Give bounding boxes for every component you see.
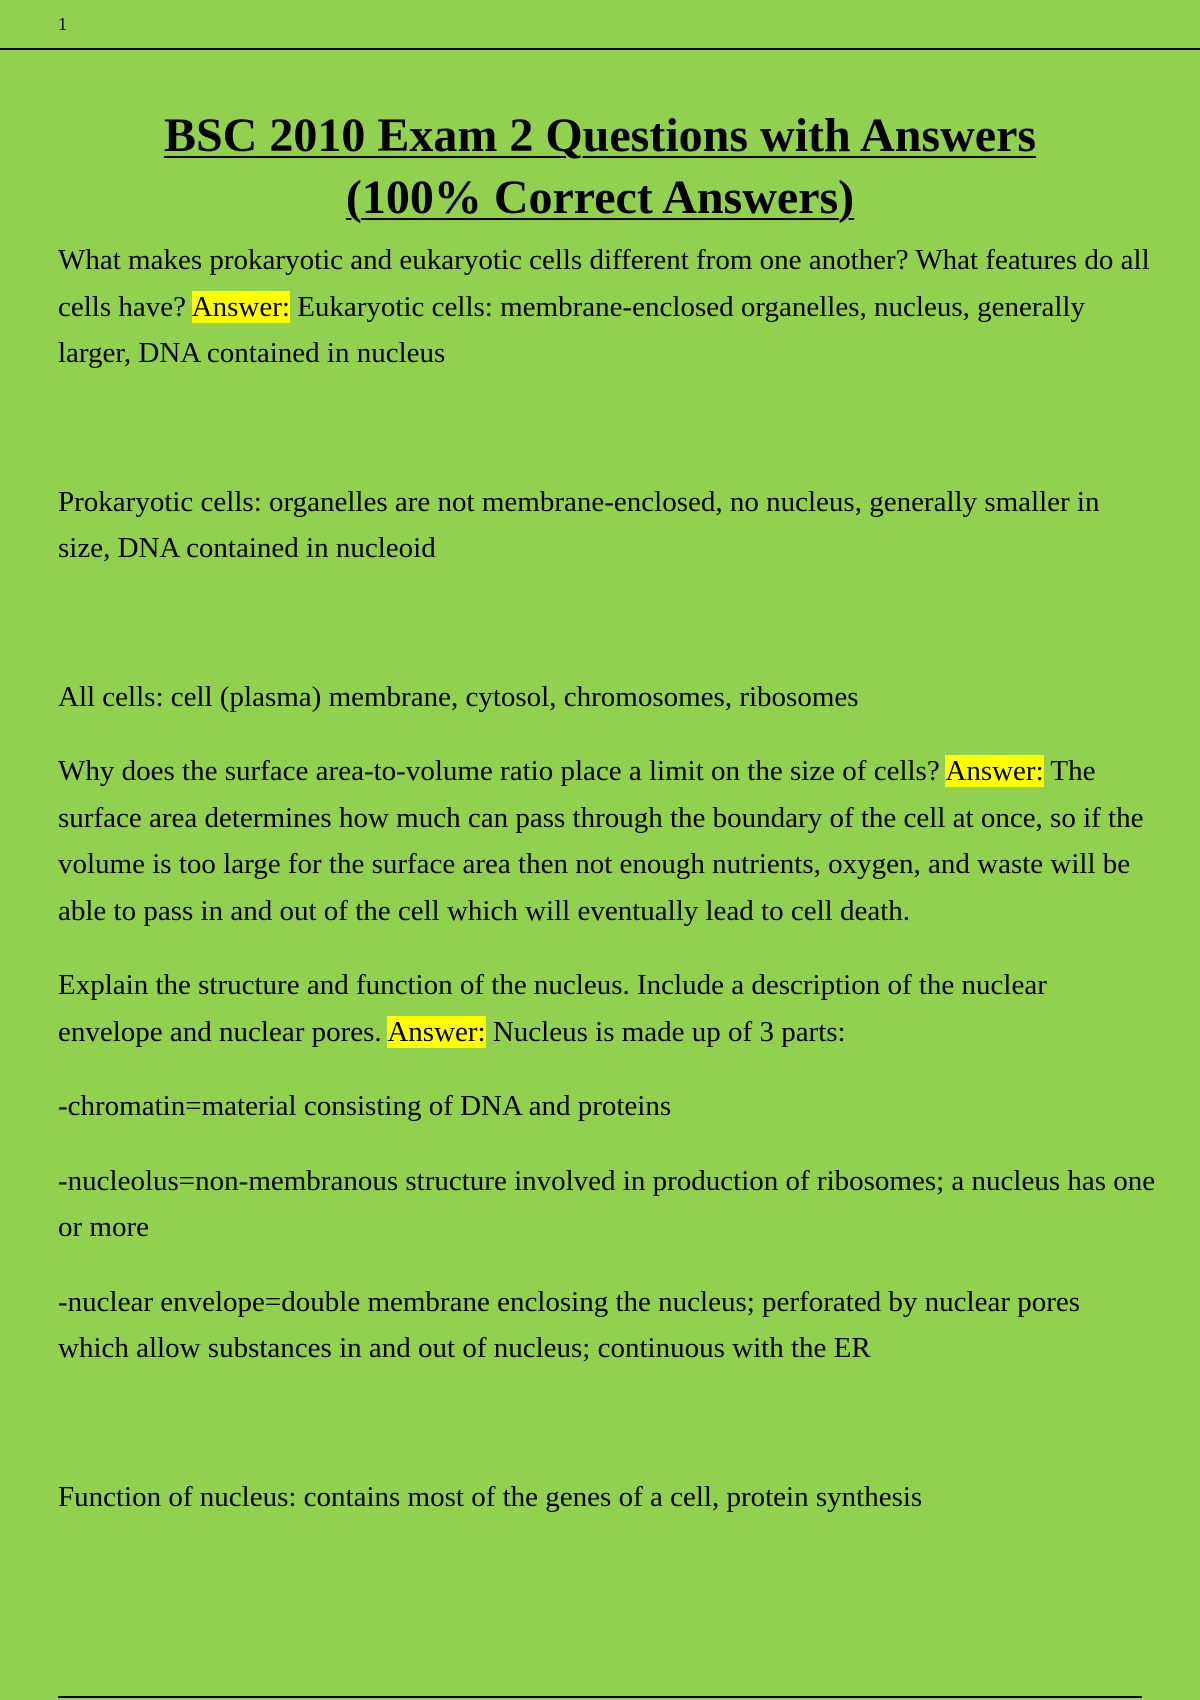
paragraph-spacer — [58, 572, 1158, 674]
question-1-text: What makes prokaryotic and eukaryotic cells different from one another? What features do all cells have? — [58, 244, 1150, 323]
question-2-text: Why does the surface area-to-volume ratio place a limit on the size of cells? — [58, 755, 940, 787]
page-number: 1 — [58, 14, 67, 34]
answer-3-paragraph-5: Function of nucleus: contains most of the genes of a cell, protein synthesis — [58, 1480, 923, 1513]
title-line-2: (100% Correct Answers) — [345, 171, 855, 224]
document-title — [40, 105, 1160, 229]
title-line-1: BSC 2010 Exam 2 Questions with Answers — [163, 109, 1037, 162]
paragraph-spacer — [58, 377, 1158, 479]
answer-2-paragraph-1: The surface area determines how much can pass through the boundary of the cell at once, so if the volume is too large for the surface area then not enough nutrients, oxygen, and waste will be able to pass in and out of the cell which will eventually lead to cell death. — [58, 755, 1144, 927]
header-divider — [0, 48, 1200, 50]
answer-1-paragraph-1: Eukaryotic cells: membrane-enclosed organelles, nucleus, generally larger, DNA contained in nucleus — [58, 290, 1085, 369]
question-2-paragraph — [58, 748, 1158, 934]
question-1-paragraph — [58, 237, 1158, 377]
answer-label: Answer: — [945, 755, 1044, 787]
answer-label: Answer: — [191, 290, 290, 323]
question-3-text: Explain the structure and function of the nucleus. Include a description of the nuclear envelope and nuclear pores. — [58, 969, 1047, 1048]
paragraph-spacer — [58, 1251, 1158, 1279]
paragraph-spacer — [58, 1130, 1158, 1158]
answer-label: Answer: — [387, 1015, 486, 1048]
paragraph-spacer — [58, 934, 1158, 962]
answer-3-paragraph-4: -nuclear envelope=double membrane enclosing the nucleus; perforated by nuclear pores which allow substances in and out of nucleus; continuous with the ER — [58, 1285, 1081, 1364]
paragraph-spacer — [58, 1372, 1158, 1474]
paragraph-spacer — [58, 720, 1158, 748]
answer-1-paragraph-2: Prokaryotic cells: organelles are not membrane-enclosed, no nucleus, generally smaller in size, DNA contained in nucleoid — [58, 485, 1100, 564]
answer-1-paragraph-3: All cells: cell (plasma) membrane, cytosol, chromosomes, ribosomes — [58, 680, 859, 713]
paragraph-spacer — [58, 1055, 1158, 1083]
footer-divider — [58, 1696, 1142, 1698]
document-body — [58, 237, 1158, 1520]
answer-3-paragraph-2: -chromatin=material consisting of DNA and proteins — [58, 1090, 672, 1122]
question-3-paragraph — [58, 962, 1158, 1055]
answer-3-paragraph-1: Nucleus is made up of 3 parts: — [492, 1015, 846, 1048]
answer-3-paragraph-3: -nucleolus=non-membranous structure involved in production of ribosomes; a nucleus has one or more — [58, 1164, 1156, 1243]
